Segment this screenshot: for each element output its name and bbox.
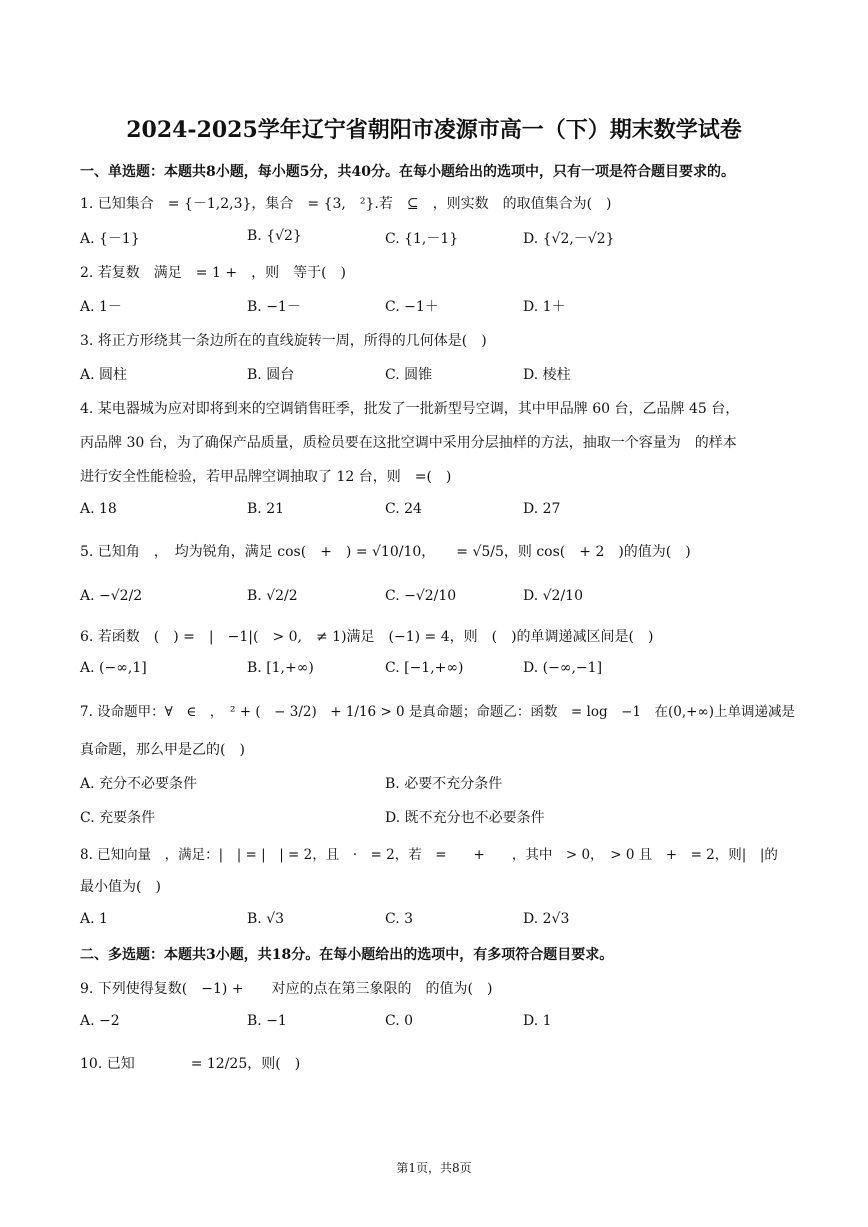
question-9-option-a: A. −2 (80, 1013, 120, 1029)
question-5-option-a: A. −√2/2 (80, 588, 143, 604)
question-9-option-b: B. −1 (247, 1013, 287, 1029)
question-3-stem: 3. 将正方形绕其一条边所在的直线旋转一周，所得的几何体是( ) (80, 333, 487, 349)
question-1-option-c: C. {1,－1} (385, 231, 459, 247)
question-5-stem: 5. 已知角 ， 均为锐角，满足 cos( + ) = √10/10， = √5/5，则 cos( + 2 )的值为( ) (80, 544, 691, 560)
question-6-stem: 6. 若函数 ( ) = | −1|( > 0, ≠ 1)满足 (−1) = 4，则 ( )的单调递减区间是( ) (80, 629, 654, 645)
question-5-option-c: C. −√2/10 (385, 588, 457, 604)
question-4-option-d: D. 27 (523, 501, 561, 517)
question-4-option-c: C. 24 (385, 501, 422, 517)
question-8-option-c: C. 3 (385, 911, 414, 927)
section-heading-multiple-choice: 二、多选题：本题共3小题，共18分。在每小题给出的选项中，有多项符合题目要求。 (80, 947, 614, 963)
question-3-option-d: D. 棱柱 (523, 367, 571, 383)
section-heading-single-choice: 一、单选题：本题共8小题，每小题5分，共40分。在每小题给出的选项中，只有一项是符合题目要求的。 (80, 164, 735, 180)
question-5-option-b: B. √2/2 (247, 588, 298, 604)
question-7-option-d: D. 既不充分也不必要条件 (385, 810, 545, 826)
question-2-option-c: C. −1＋ (385, 299, 439, 315)
page-footer: 第1页，共8页 (396, 1161, 472, 1175)
question-5-option-d: D. √2/10 (523, 588, 583, 604)
question-6-option-b: B. [1,+∞) (247, 660, 314, 676)
question-8-stem-line-1: 8. 已知向量 ，满足：| | = | | = 2，且 · = 2，若 = + ，其中 > 0， > 0 且 + = 2，则| |的 (80, 847, 778, 863)
question-7-stem-line-1: 7. 设命题甲：∀ ∈ ， ² + ( − 3/2) + 1/16 > 0 是真命题；命题乙：函数 = log −1 在(0,+∞)上单调递减是 (80, 704, 795, 720)
question-8-option-d: D. 2√3 (523, 911, 570, 927)
question-1-option-b: B. {√2} (247, 228, 302, 244)
question-7-option-c: C. 充要条件 (80, 810, 156, 826)
question-8-option-b: B. √3 (247, 911, 285, 927)
question-8-stem-line-2: 最小值为( ) (80, 879, 161, 895)
question-2-option-d: D. 1＋ (523, 299, 566, 315)
question-3-option-c: C. 圆锥 (385, 367, 433, 383)
question-9-option-c: C. 0 (385, 1013, 414, 1029)
question-9-stem: 9. 下列使得复数( −1) + 对应的点在第三象限的 的值为( ) (80, 981, 493, 997)
question-1-stem: 1. 已知集合 = {－1,2,3}，集合 = {3, ²}.若 ⊆ ，则实数 的取值集合为( ) (80, 196, 612, 212)
question-7-stem-line-2: 真命题，那么甲是乙的( ) (80, 742, 245, 758)
question-3-option-b: B. 圆台 (247, 367, 295, 383)
question-2-option-b: B. −1－ (247, 299, 301, 315)
question-6-option-c: C. [−1,+∞) (385, 660, 464, 676)
question-4-option-a: A. 18 (80, 501, 117, 517)
question-1-option-a: A. {－1} (80, 231, 140, 247)
question-6-option-a: A. (−∞,1] (80, 660, 147, 676)
question-3-option-a: A. 圆柱 (80, 367, 128, 383)
question-1-option-d: D. {√2,－√2} (523, 231, 615, 247)
question-7-option-b: B. 必要不充分条件 (385, 776, 503, 792)
question-4-stem-line-1: 4. 某电器城为应对即将到来的空调销售旺季，批发了一批新型号空调，其中甲品牌 60 台，乙品牌 45 台， (80, 401, 740, 417)
question-8-option-a: A. 1 (80, 911, 108, 927)
question-4-stem-line-3: 进行安全性能检验，若甲品牌空调抽取了 12 台，则 =( ) (80, 469, 452, 485)
question-7-option-a: A. 充分不必要条件 (80, 776, 198, 792)
question-4-stem-line-2: 丙品牌 30 台，为了确保产品质量，质检员要在这批空调中采用分层抽样的方法，抽取一个容量为 的样本 (80, 435, 737, 451)
question-10-stem: 10. 已知 = 12/25，则( ) (80, 1056, 301, 1072)
question-2-option-a: A. 1－ (80, 299, 122, 315)
question-2-stem: 2. 若复数 满足 = 1 + ，则 等于( ) (80, 265, 346, 281)
question-4-option-b: B. 21 (247, 501, 285, 517)
question-6-option-d: D. (−∞,−1] (523, 660, 603, 676)
page-title: 2024-2025学年辽宁省朝阳市凌源市高一（下）期末数学试卷 (126, 117, 742, 143)
question-9-option-d: D. 1 (523, 1013, 552, 1029)
